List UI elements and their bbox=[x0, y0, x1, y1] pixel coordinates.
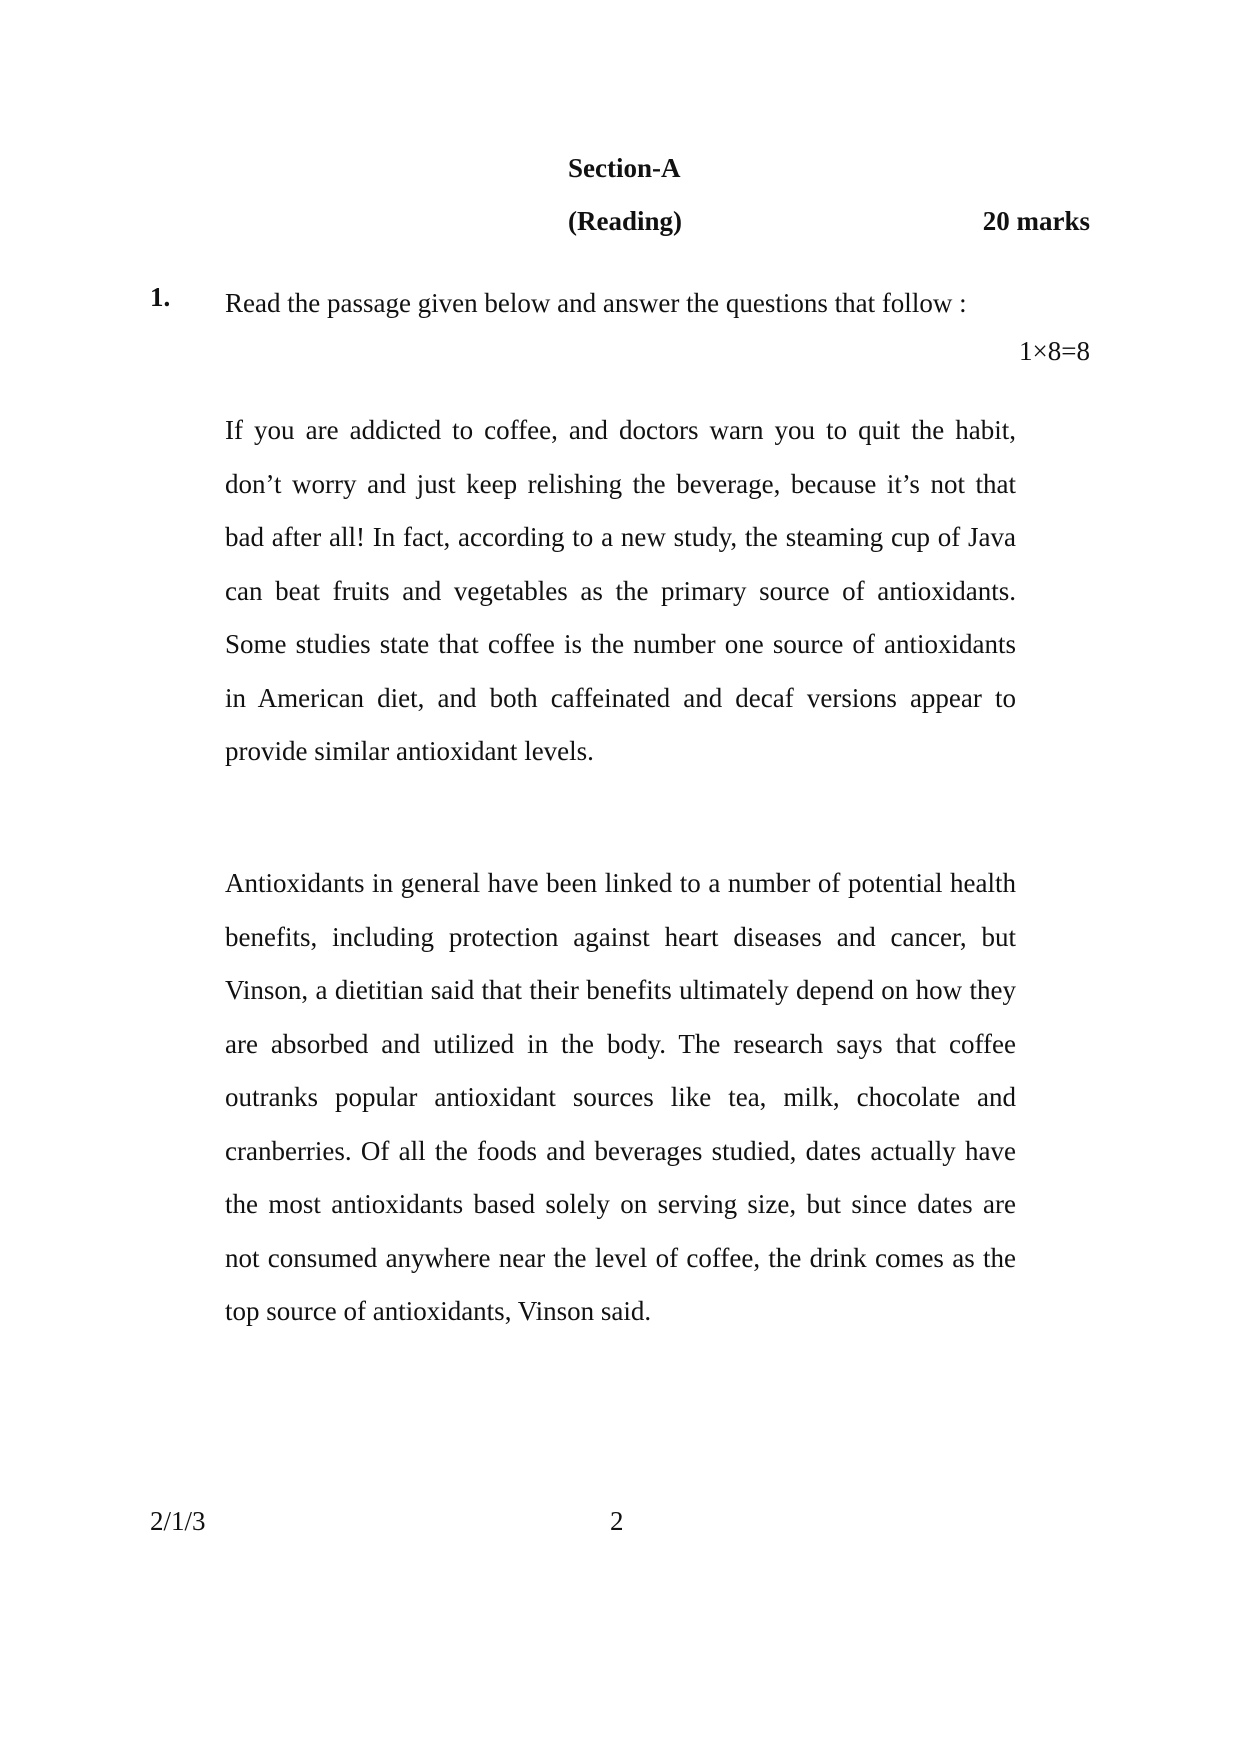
passage-paragraph-2: Antioxidants in general have been linked to a number of potential health benefits, including protection against heart diseases and cancer, but Vinson, a dietitian said that their benefits ultimately depend on how they are absorbed and utilized in the body. The research says that coffee outranks popular antioxidant sources like tea, milk, chocolate and cranberries. Of all the foods and beverages studied, dates actually have the most antioxidants based solely on serving size, but since dates are not consumed anywhere near the level of coffee, the drink comes as the top source of antioxidants, Vinson said. bbox=[225, 868, 1016, 1326]
section-marks: 20 marks bbox=[982, 206, 1090, 236]
passage-paragraph-1: If you are addicted to coffee, and doctors warn you to quit the habit, don’t worry and just keep relishing the beverage, because it’s not that bad after all! In fact, according to a new study, the steaming cup of Java can beat fruits and vegetables as the primary source of antioxidants. Some studies state that coffee is the number one source of antioxidants in American diet, and both caffeinated and decaf versions appear to provide similar antioxidant levels. bbox=[225, 415, 1016, 766]
question-marks: 1×8=8 bbox=[1019, 336, 1090, 366]
question-instruction: Read the passage given below and answer the questions that follow : bbox=[225, 288, 967, 318]
question-number: 1. bbox=[150, 282, 171, 312]
page-number: 2 bbox=[610, 1506, 624, 1536]
paper-code: 2/1/3 bbox=[150, 1506, 206, 1536]
section-title: Section-A bbox=[568, 153, 681, 183]
section-subtitle: (Reading) bbox=[568, 206, 682, 236]
